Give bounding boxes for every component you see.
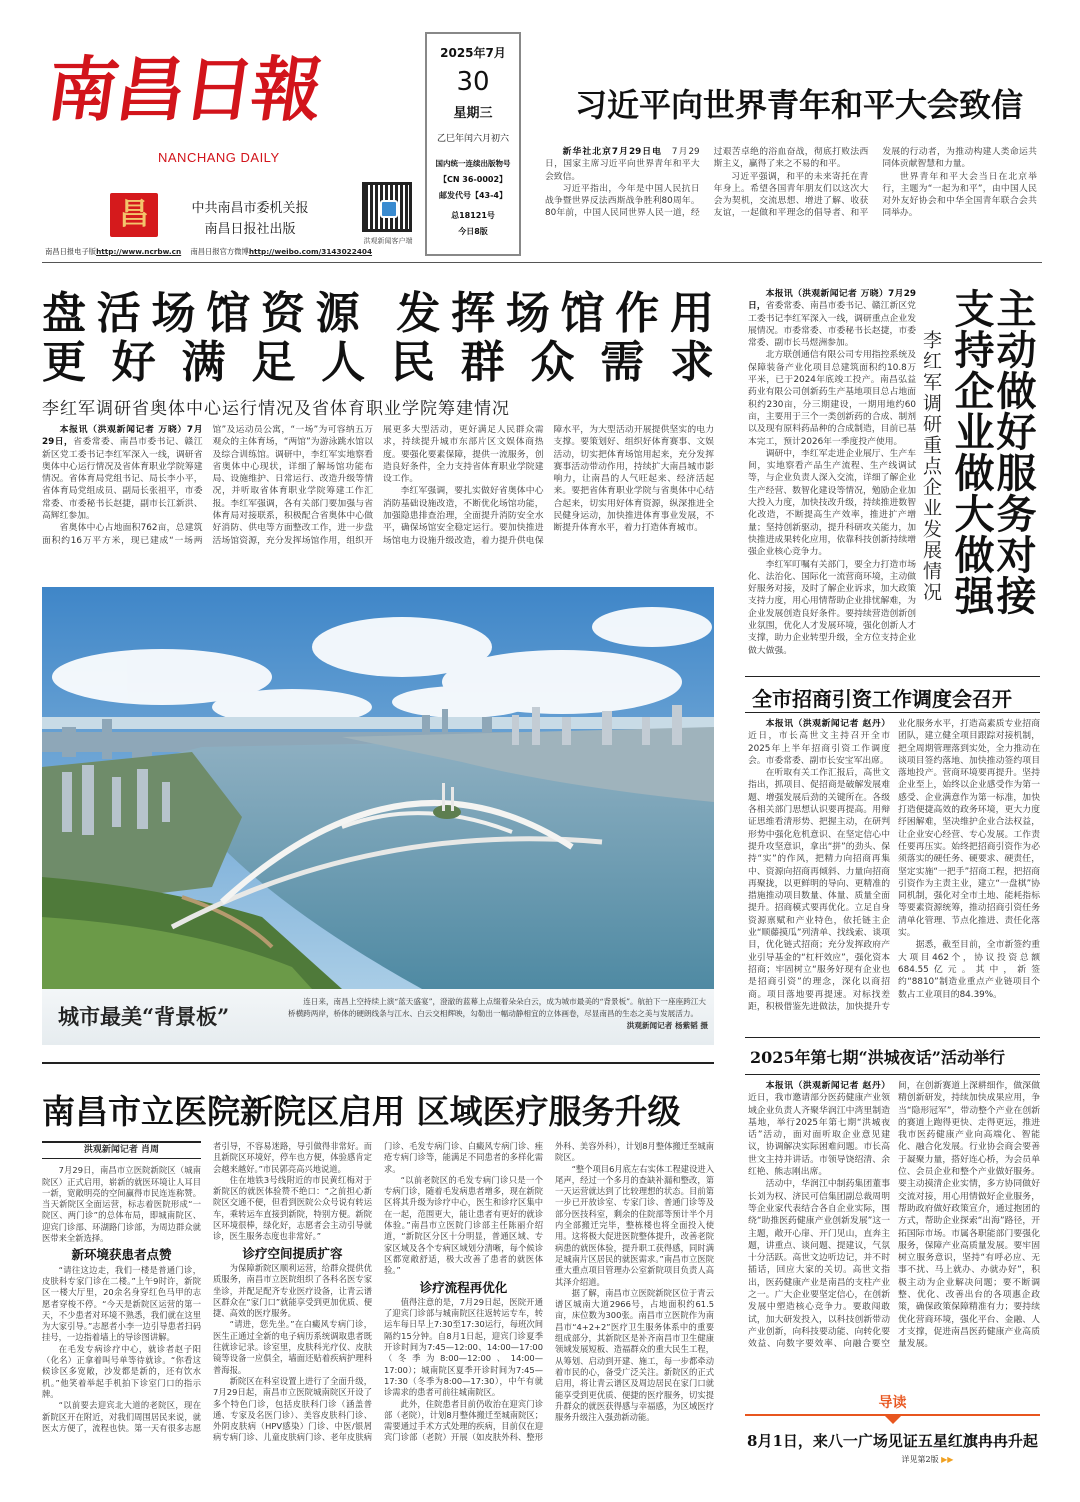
paragraph: 为保障新院区顺利运营，给群众提供优质服务，南昌市立医院组织了各科名医专家坐诊，并配足配齐专业医疗设备，让青云谱区群众在“家门口”就能享受到更加优质、便捷、高效的医疗服务。 xyxy=(213,1262,372,1319)
paragraph: 值得注意的是，7月29日起，医院开通了迎宾门诊部与城南院区往返转运专车，转运车每日早上7:30至17:30运行，每班次间隔约15分钟。自8月1日起，迎宾门诊夏季开诊时间为7:45—12:00、14:00—17:00（冬季为8:00—12:00、14:00—17:00）；城南院区夏季开诊时间为7:45—17:30（冬季为8:00—17:30），中午有就诊需求的患者可前往城南院区。 xyxy=(384,1296,543,1398)
qr-code-icon[interactable] xyxy=(362,182,412,232)
paragraph: “请进，您先坐。”在白癜风专病门诊，医生正通过全新的电子病历系统调取患者既往就诊记录。诊室里，皮肤科光疗仪、皮肤镜等设备一应俱全，墙面还贴着疾病护理科普海报。 xyxy=(213,1319,372,1375)
paragraph-text: 世界青年和平大会当日在北京举行，主题为“一起为和平”，由中国人民对外友好协会和中华全国青年联合会共同举办。 xyxy=(882,171,1037,219)
weibo-link[interactable]: http://weibo.com/3143022404 xyxy=(248,247,373,256)
divider xyxy=(745,1037,1040,1038)
paragraph: 在毛发专病诊疗中心，就诊者赵子阳（化名）正拿着叫号单等待就诊。“你看这候诊区多宽敞，沙发都是新的，还有饮水机。”他笑着举起手机拍下诊室门口的指示牌。 xyxy=(42,1343,201,1399)
divider xyxy=(745,676,1040,677)
night-talk-headline[interactable]: 2025年第七期“洪城夜话”活动举行 xyxy=(750,1048,1005,1067)
stadium-subheadline: 李红军调研省奥体中心运行情况及省体育职业学院筹建情况 xyxy=(42,399,510,419)
divider xyxy=(42,1062,714,1064)
section-heading: 诊疗空间提质扩容 xyxy=(242,1245,343,1261)
weekday: 星期三 xyxy=(453,106,493,121)
paragraph-text: 李红军强调，要扎实做好省奥体中心消防基础设施改造，不断优化场馆功能，加强隐患排查治理，全面提升消防安全水平，确保场馆安全稳定运行。要加快推进场馆电力设施升级改造，着力提升供电保障水平，为大型活动开展提供坚实的电力支撑。要策划好、组织好体育赛事、文娱活动，切实把体育场馆用起来，充分发挥赛事活动带动作用，持续扩大南昌城市影响力，让南昌的人气旺起来、经济活起来。要把省体育职业学院与省奥体中心结合起来，切实用好体育资源，纵深推进全民健身运动，加快推进体育事业发展，不断提升体育水平，着力打造体育城市。 xyxy=(383,425,714,546)
paragraph xyxy=(748,718,890,767)
day: 30 xyxy=(456,67,490,97)
divider xyxy=(745,712,1040,713)
issue-total: 总18121号 xyxy=(451,211,495,220)
see-page-link[interactable] xyxy=(745,1454,1040,1465)
hospital-headline[interactable]: 南昌市立医院新院区启用 区域医疗服务升级 xyxy=(42,1092,681,1131)
paragraph-text: 李红军叮嘱有关部门，要全力打造市场化、法治化、国际化一流营商环境，主动做好服务对接，及时了解企业诉求，加大政策支持力度，用心用情帮助企业排忧解难，为企业发展创造良好条件。要持续营造创新创业氛围，优化人才发展环境，强化创新人才支撑，助力企业转型升级，全方位支持企业做大做强。 xyxy=(748,559,916,656)
paragraph-text: 习近平指出，今年是中国人民抗日战争暨世界反法西斯战争胜利80周年。80年前，中国人民同世界人民一道，经过艰苦卓绝的浴血奋战，彻底打败法西斯主义，赢得了来之不易的和平。 xyxy=(545,147,869,219)
paragraph xyxy=(748,288,916,349)
website-link[interactable]: http://www.ncrbw.cn xyxy=(96,247,182,256)
paragraph: 7月29日，南昌市立医院新院区（城南院区）正式启用，崭新的就医环境让人耳目一新，宽敞明亮的空间赢得市民连连称赞。当天新院区全面运营，标志着医院形成“一院区、两门诊”的总体布局，即城南院区、迎宾门诊部、环湖路门诊部，为周边群众就医带来全新选择。 xyxy=(42,1165,201,1244)
dateline: 本报讯（洪观新闻记者 赵丹） xyxy=(765,719,890,729)
paragraph xyxy=(748,1080,890,1178)
dateline: 本报讯（洪观新闻记者 万晓）7月29日， xyxy=(748,289,916,312)
paragraph xyxy=(748,559,916,657)
paragraph: 新院区在科室设置上进行了全面升级，7月29日起，南昌市立医院城南院区开设了多个特色门诊，包括皮肤科门诊（涵盖普通、专家及名医门诊）、美容皮肤科门诊、外阴皮肤病（HPV感染）门诊、中医/银屑病专病门诊、儿童皮肤病门诊、老年皮肤病门诊、毛发专病门诊、白癜风专病门诊、痤疮专病门诊等，能满足不同患者的多样化需求。 xyxy=(213,1141,543,1443)
photo-credit: 洪观新闻记者 杨紫韬 摄 xyxy=(626,1021,708,1030)
paragraph-text: 据悉，截至目前，全市新签约重大项目462个，协议投资总额684.55亿元。其中，新签约“8810”制造业重点产业链项目个数占工业项目的84.39%。 xyxy=(898,940,1040,1000)
photo-caption xyxy=(288,996,708,1032)
web-links xyxy=(45,247,372,257)
caption-text: 连日来，南昌上空持续上演“蓝天盛宴”，澄澈的蓝幕上点缀着朵朵白云，成为城市最美的“背景板”。航拍下一座座跨江大桥横跨两岸，桥体的硬朗线条与江水、白云交相辉映，勾勒出一幅动静相宜的立体画卷，尽显南昌的生态之美与发展活力。 xyxy=(288,997,706,1018)
news-photo xyxy=(42,587,714,989)
photo-title: 城市最美“背景板” xyxy=(58,1004,230,1029)
lunar-date: 乙巳年闰六月初六 xyxy=(436,134,509,144)
paragraph xyxy=(545,146,700,183)
see-page-text: 详见第2版 xyxy=(901,1455,939,1464)
enterprise-headline-col2[interactable]: 支持企业做大做强 xyxy=(948,288,995,616)
paragraph-text: 习近平强调，和平的未来寄托在青年身上。希望各国青年朋友们以这次大会为契机，交流思想、增进了解、收获友谊，一起做和平理念的倡导者、和平发展的行动者，为推动构建人类命运共同体贡献智慧和力量。 xyxy=(713,147,1037,219)
link-label: 南昌日报电子版 xyxy=(45,247,97,256)
paragraph: 此外，住院患者目前仍收治在迎宾门诊部（老院），计划8月整体搬迁至城南院区；需要通过手术方式处理的疾病，目前仅在迎宾门诊部（老院）开展（如皮肤外科、整形外科、美容外科），计划8月整体搬迁至城南院区。 xyxy=(384,1141,714,1443)
guide-label: 导读 xyxy=(878,1395,907,1411)
guide-headline[interactable]: 8月1日，来八一广场见证五星红旗冉冉升起 xyxy=(747,1432,1038,1450)
paragraph xyxy=(882,171,1037,220)
arrow-right-icon: ▶▶ xyxy=(941,1455,954,1464)
paragraph-text: 近日，我市邀请部分医药健康产业领域企业负责人齐聚华润江中湾里制造基地，举行2025年第七期“洪城夜话”活动，面对面听取企业意见建议，协调解决实际困难问题。市长高世文主持并讲话。市领导饶绍清、余红艳、熊志刚出席。 xyxy=(748,1093,890,1178)
logo-english: NANCHANG DAILY xyxy=(158,150,280,165)
newspaper-logo xyxy=(42,30,348,170)
date-box xyxy=(425,32,521,256)
enterprise-headline-col1[interactable]: 主动做好服务对接 xyxy=(990,288,1037,616)
logo-wordmark: 南昌日報 xyxy=(42,48,326,131)
publisher-line: 中共南昌市委机关报 xyxy=(191,201,309,216)
year-month: 2025年7月 xyxy=(440,46,506,60)
page-count: 今日8版 xyxy=(458,227,488,236)
paragraph: 据了解，南昌市立医院新院区位于青云谱区城南大道2966号，占地面积约61.5亩，床位数为300张。南昌市立医院作为南昌市“4+2+2”医疗卫生服务体系中的重要组成部分，其新院区是补齐南昌市卫生健康领域发展短板、造福群众的重大民生工程，从筹划、启动到开建、施工，每一步都牵动着市民的心，备受广泛关注。新院区的正式启用，将让青云谱区及周边居民在家门口就能享受到更优质、便捷的医疗服务，切实提升群众的就医获得感与幸福感，为区域医疗服务升级注入强劲新动能。 xyxy=(555,1287,714,1423)
guide-divider xyxy=(745,1414,1040,1416)
enterprise-article-body xyxy=(748,288,916,657)
paragraph: “以前老院区的毛发专病门诊只是一个专病门诊，随着毛发病患者增多，现在新院区将其升级为诊疗中心，医生和诊疗区集中在一起，范围更大，能让患者有更好的就诊体验。”南昌市立医院门诊部主任陈丽介绍道，“新院区分区十分明显，普通区域、专家区域及各个专病区域划分清晰，每个候诊区都宽敞舒适，极大改善了患者的就医体验。” xyxy=(384,1174,543,1276)
stadium-article-body xyxy=(42,424,714,547)
paragraph: “整个项目6月底左右实体工程建设进入尾声，经过一个多月的查缺补漏和整改，第一天运营就达到了比较理想的状态。目前第一步已开放诊室、专家门诊、普通门诊等及部分医技科室，剩余的住院部等预计半个月内全部搬迁完毕，整栋楼也将全面投入使用。这将极大促进医院整体提升，改善老院病患的就医体验，提升职工获得感，同时满足城南片区居民的就医需求。”南昌市立医院重大重点项目管理办公室新院项目负责人高其泽介绍道。 xyxy=(555,1163,714,1287)
link-label: 南昌日报官方微博 xyxy=(190,247,249,256)
paragraph xyxy=(748,448,916,559)
paragraph xyxy=(898,939,1040,1000)
enterprise-subheadline: 李红军调研重点企业发展情况 xyxy=(920,330,942,603)
paragraph-text: 北方联创通信有限公司专用指控系统及保障装备产业化项目总建筑面积约10.8万平米，已于2024年底竣工投产。南昌弘益药业有限公司创新药生产基地项目总占地面积约230亩，分三期建设，一期用地约60亩，主要用于三个一类创新药的合成、制剂以及现有原料药品种的合成制造，目前已基本完工，预计2026年一季度投产使用。 xyxy=(748,350,916,447)
publisher-info xyxy=(190,198,310,240)
paragraph-text: 7月29日，国家主席习近平向世界青年和平大会致信。 xyxy=(545,147,700,182)
paragraph-text: 省奥体中心占地面积762亩，总建筑面积约16万平方米，现已建成“一场两馆”及运动员公寓，“一场”为可容纳五万观众的主体育场，“两馆”为游泳跳水馆以及综合训练馆。调研中，李红军实地察看省奥体中心现状，详细了解场馆功能布局、设施维护、日常运行、改造升级等情况，并听取省体育职业学院筹建工作汇报。李红军强调，各有关部门要加强与省体育局对接联系，积极配合省奥体中心做好消防、供电等方面整改工作，进一步盘活场馆资源，充分发挥场馆作用，组织开展更多大型活动，更好满足人民群众需求，持续提升城市东部片区文娱体商热度。要强化要素保障，提供一流服务，创造良好条件，全力支持省体育职业学院建设工作。 xyxy=(42,425,544,546)
hospital-article-body xyxy=(42,1141,714,1444)
lead-headline[interactable]: 习近平向世界青年和平大会致信 xyxy=(575,86,1024,124)
paragraph-text: 省委常委、南昌市委书记、赣江新区党工委书记李红军深入一线，调研省奥体中心运行情况及省体育职业学院筹建情况。省体育局党组书记、局长李小平，省体育局党组成员、副局长张祖平，市委常委、市委秘书长赵捷，副市长江新洪、高辉红参加。 xyxy=(42,437,203,522)
section-heading: 诊疗流程再优化 xyxy=(419,1279,508,1295)
paragraph xyxy=(42,424,203,522)
stadium-headline-line1[interactable]: 盘活场馆资源 发挥场馆作用 xyxy=(42,288,714,339)
night-talk-article-body xyxy=(748,1080,1040,1351)
divider xyxy=(42,262,1042,263)
paragraph: “请往这边走，我们一楼是普通门诊，皮肤科专家门诊在二楼。”上午9时许，新院区一楼大厅里，20余名身穿红色马甲的志愿者穿梭不停。“今天是新院区运营的第一天，不少患者对环境不熟悉，我们就在这里为大家引导。”志愿者小李一边引导患者扫码挂号，一边指着墙上的导诊图讲解。 xyxy=(42,1264,201,1343)
cn-number: 【CN 36-0002】 xyxy=(438,175,508,184)
paragraph-text: 调研中，李红军走进企业展厅、生产车间，实地察看产品生产流程、生产线调试等，与企业负责人深入交流，详细了解企业生产经营、数智化建设等情况，勉励企业加大投入力度，加快技改升级，持续推进数智化改造，不断提高生产效率，推进扩产增量；坚持创新驱动，提升科研攻关能力，加快推进成果转化应用，依靠科技创新持续增强企业核心竞争力。 xyxy=(748,448,916,558)
paragraph-text: 活动中，华润江中制药集团董事长刘为权、济民可信集团副总裁周明等企业家代表结合各自企业实际，围绕“助推医药健康产业创新发展”这一主题，敞开心扉、开门见山，直奔主题，讲重点、谈问题、提建议，气氛十分活跃。高世文边听边记，并不时插话，回应大家的关切。高世文指出，医药健康产业是南昌的支柱产业之一。广大企业要坚定信心，在创新发展中塑造核心竞争力。要敢闯敢试，加大研发投入，以科技创新带动产业创新，向科技要动能、向转化要效益、向数字要效率、向融合要空间，在创新赛道上深耕细作，做深做精创新研发，持续加快成果应用，争当“隐形冠军”，带动整个产业在创新的赛道上跑得更快、走得更远，推进我市医药健康产业向高端化、智能化、融合化发展。行业协会商会要善于凝聚力量，搭好连心桥，为会员单位、会员企业和整个产业做好服务。要主动摸清企业实情，多方协同做好交流对接，用心用情做好企业服务，帮助政府做好政策宣介，通过抱团的方式，帮助企业探索“出海”路径，开拓国际市场。市属各职能部门要强化服务，保障产业高质量发展。要牢固树立服务意识，坚持“有呼必应、无事不扰、马上就办、办就办好”，积极主动为企业解决问题；要不断调整、优化、改善出台的各项惠企政策，确保政策保障精准有力；要持续优化营商环境，强化平台、金融、人才支撑，促进南昌医药健康产业高质量发展。 xyxy=(748,1081,1040,1350)
down-triangle-icon xyxy=(885,1416,901,1424)
paragraph: 住在地铁3号线附近的市民黄红梅对于新院区的就医体验赞不绝口：“之前担心新院区交通不便，但看到医院公众号说有转运车，乘转运车直接到新院，特别方便。新院区环境很棒，绿化好，志愿者会主动引导就诊，医生服务态度也非常好。” xyxy=(213,1174,372,1242)
river-bridge-aerial-photo xyxy=(42,587,714,989)
paragraph-text: 省委常委、南昌市委书记、赣江新区党工委书记李红军深入一线，调研重点企业发展情况。市委常委、市委秘书长赵捷，市委常委、副市长马煜洲参加。 xyxy=(748,301,916,349)
qr-label: 洪观新闻客户端 xyxy=(363,237,413,245)
guide-box xyxy=(745,1392,1040,1465)
stadium-headline-line2[interactable]: 更好满足人民群众需求 xyxy=(42,337,714,388)
investment-article-body xyxy=(748,718,1040,1013)
paragraph xyxy=(748,349,916,447)
byline: 洪观新闻记者 肖周 xyxy=(42,1141,201,1159)
divider xyxy=(745,1074,1040,1075)
dateline: 本报讯（洪观新闻记者 赵丹） xyxy=(765,1081,890,1091)
section-heading: 新环境获患者点赞 xyxy=(71,1247,172,1263)
paragraph: “以前要去迎宾北大道的老院区，现在新院区开在附近，对我们周围居民来说，就医太方便了，流程也快。第一天有很多志愿者引导，不容易迷路，导引做得非常好。而且新院区环境好，停车也方便，体验感肯定会越来越好。”市民郭亮高兴地说道。 xyxy=(42,1141,372,1433)
investment-headline[interactable]: 全市招商引资工作调度会召开 xyxy=(752,687,1012,711)
paragraph-text: 在听取有关工作汇报后，高世文指出，抓项目、促招商是破解发展难题、增强发展后劲的关键所在。各级各相关部门思想认识要再提高。用辩证思维看清形势、把握主动，在研判形势中强化危机意识、在坚定信心中提升攻坚意识，拿出“拼”的劲头、保持“实”的作风，把精力向招商再集中、资源向招商再倾斜、力量向招商再聚拢，以更鲜明的导向、更精准的措施推动项目数量、体量、质量全面提升。招商模式要再优化。立足自身资源禀赋和产业特色，依托链主企业“顺藤摸瓜”列清单、找线索、谈项目，优化链式招商；充分发挥政府产业引导基金的“杠杆效应”，强化资本招商；牢固树立“服务好现有企业也是招商引资”的理念，深化以商招商。项目落地要再提速。对标找差距，积极借鉴先进做法，加快提升专业化服务水平，打造高素质专业招商团队，建立健全项目跟踪对接机制，把全周期管理落到实处，全力推动在谈项目签约落地、加快推动签约项目落地投产。营商环境要再提升。坚持企业至上，始终以企业感受作为第一感受、企业满意作为第一标准，加快打造便捷高效的政务环境，更大力度纾困解难，坚决维护企业合法权益，让企业安心经营、专心发展。工作责任要再压实。始终把招商引资作为必须落实的硬任务、硬要求、硬责任，坚定实施“一把手”招商工程，把招商引资作为主责主业，建立“一盘棋”协同机制，强化对全市土地、能耗指标等要素资源统筹，推动招商引资任务清单化管理、节点化推进、责任化落实。 xyxy=(748,719,1040,1012)
issn-label: 国内统一连续出版物号 xyxy=(435,159,511,168)
dateline: 新华社北京7月29日电 xyxy=(562,147,672,157)
postal-code: 邮发代号【43-4】 xyxy=(438,191,508,200)
seal-logo-icon: 昌 xyxy=(110,193,158,237)
lead-article-body xyxy=(545,146,1037,220)
paragraph-text: 近日，市长高世文主持召开全市2025年上半年招商引资工作调度会。市委常委、副市长安宝军出席。 xyxy=(748,731,890,766)
publisher-line: 南昌日报社出版 xyxy=(204,222,296,237)
dateline: 本报讯（洪观新闻记者 万晓）7月29日， xyxy=(42,425,203,448)
